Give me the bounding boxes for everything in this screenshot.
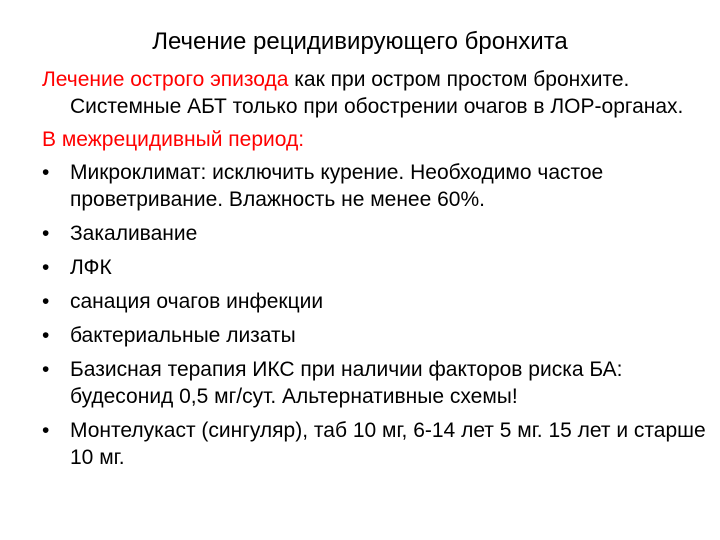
bullet-text: Базисная терапия ИКС при наличии факторов риска БА: будесонид 0,5 мг/сут. Альтернативные схемы! bbox=[70, 358, 623, 408]
bullet-item bbox=[42, 417, 712, 471]
acute-episode-paragraph bbox=[42, 66, 712, 120]
bullet-item bbox=[42, 159, 712, 213]
acute-episode-text: как при остром простом бронхите. Системные АБТ только при обострении очагов в ЛОР-органах. bbox=[70, 68, 684, 118]
bullet-text: санация очагов инфекции bbox=[70, 290, 324, 313]
bullet-item bbox=[42, 254, 712, 281]
bullet-marker: • bbox=[42, 290, 50, 313]
bullet-text: Микроклимат: исключить курение. Необходимо частое проветривание. Влажность не менее 60%. bbox=[70, 161, 604, 211]
interrecurrent-heading: В межрецидивный период: bbox=[42, 128, 305, 151]
slide-body bbox=[42, 66, 712, 478]
bullet-text: Закаливание bbox=[70, 222, 198, 245]
bullet-marker: • bbox=[42, 358, 50, 381]
bullet-item bbox=[42, 288, 712, 315]
bullet-text: бактериальные лизаты bbox=[70, 324, 296, 347]
acute-episode-label: Лечение острого эпизода bbox=[42, 68, 289, 91]
slide-title: Лечение рецидивирующего бронхита bbox=[152, 28, 568, 55]
bullet-marker: • bbox=[42, 161, 50, 184]
interrecurrent-heading-paragraph bbox=[42, 126, 712, 153]
bullet-item bbox=[42, 322, 712, 349]
bullet-text: Монтелукаст (сингуляр), таб 10 мг, 6-14 лет 5 мг. 15 лет и старше 10 мг. bbox=[70, 419, 706, 469]
bullet-marker: • bbox=[42, 256, 50, 279]
bullet-item bbox=[42, 356, 712, 410]
bullet-marker: • bbox=[42, 222, 50, 245]
bullet-marker: • bbox=[42, 324, 50, 347]
bullet-marker: • bbox=[42, 419, 50, 442]
bullet-text: ЛФК bbox=[70, 256, 112, 279]
bullet-item bbox=[42, 220, 712, 247]
